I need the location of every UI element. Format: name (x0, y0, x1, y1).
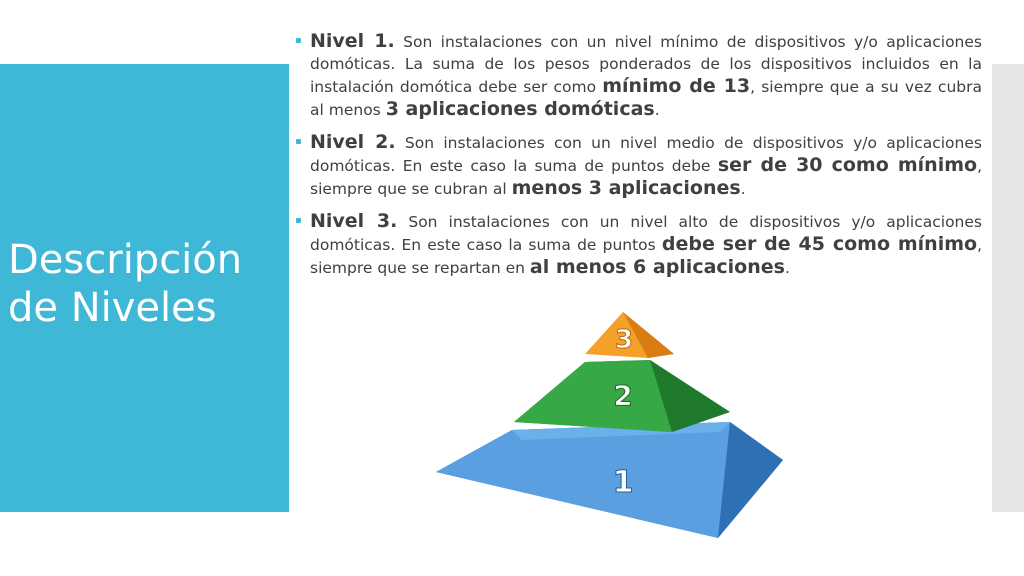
level-3-min-points: debe ser de 45 como mínimo (661, 233, 978, 255)
tier-1-label: 1 (612, 465, 634, 500)
level-3-text-c: . (784, 259, 790, 277)
level-2-min-apps: menos 3 aplicaciones (511, 177, 741, 199)
level-2-text-a: Son instalaciones con un nivel medio de dispositivos y/o aplicaciones domóticas. En este caso la suma de puntos debe (310, 134, 982, 175)
level-2-heading: Nivel 2. (310, 131, 396, 153)
level-1-text-a: Son instalaciones con un nivel mínimo de dispositivos y/o aplicaciones domóticas. La suma de los pesos ponderados de los dispositivos incluidos en la instalación domótica debe ser como (310, 33, 982, 96)
level-1-text-b: , siempre que a su vez cubra al menos (310, 78, 982, 119)
level-2-min-points: ser de 30 como mínimo (717, 154, 978, 176)
level-descriptions (294, 30, 982, 289)
bullet-icon (296, 38, 301, 43)
level-3-item (294, 210, 982, 279)
tier-2-label: 2 (613, 379, 633, 412)
level-2-item (294, 131, 982, 200)
level-2-text-b: , siempre que se cubran al (310, 157, 982, 198)
level-1-item (294, 30, 982, 121)
bullet-icon (296, 218, 301, 223)
pyramid-tier-1 (436, 422, 783, 538)
level-3-text-a: Son instalaciones con un nivel alto de dispositivos y/o aplicaciones domóticas. En este caso la suma de puntos (310, 213, 982, 254)
bullet-icon (296, 139, 301, 144)
slide-title: Descripción de Niveles (8, 237, 243, 331)
level-3-text-b: , siempre que se repartan en (310, 236, 982, 277)
pyramid-tier-2 (514, 360, 730, 432)
level-3-heading: Nivel 3. (310, 210, 398, 232)
level-1-min-apps: 3 aplicaciones domóticas (385, 98, 655, 120)
level-pyramid (430, 300, 800, 550)
pyramid-tier-3 (585, 312, 674, 358)
level-1-min-points: mínimo de 13 (602, 75, 751, 97)
level-1-heading: Nivel 1. (310, 30, 395, 52)
tier-3-label: 3 (614, 325, 634, 355)
level-2-text-c: . (740, 180, 746, 198)
level-3-min-apps: al menos 6 aplicaciones (529, 256, 785, 278)
right-side-strip (992, 64, 1024, 512)
level-1-text-c: . (654, 101, 660, 119)
